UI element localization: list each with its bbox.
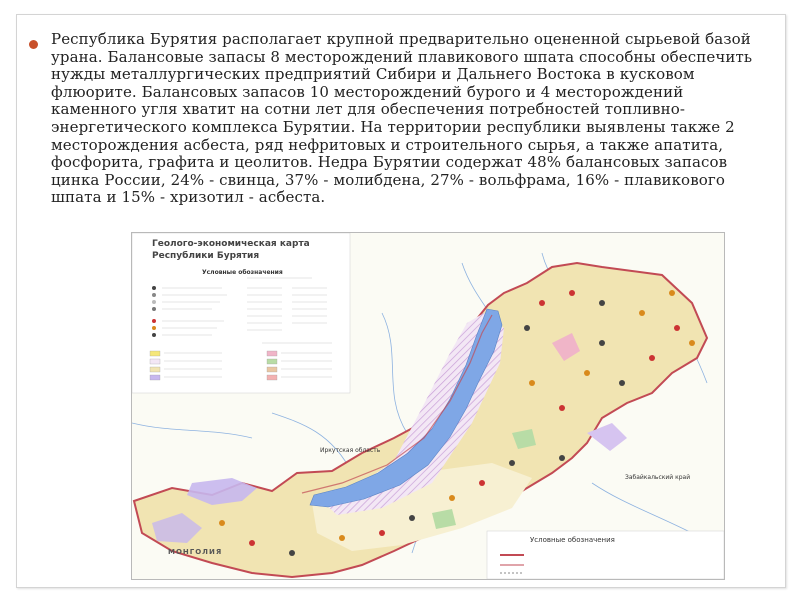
slide-paragraph: Республика Бурятия располагает крупной предварительно оцененной сырьевой базой урана. Балансовые запасы 8 месторождений плавикового шпата способны обеспечить нужды металлургических предприятий Сибири и Дальнего Востока в кусковом флюорите. Балансовых запасов 10 месторождений бурого и 4 месторождений каменного угля хватит на сотни лет для обеспечения потребностей топливно-энергетического комплекса Бурятии. На территории республики выявлены также 2 месторождения асбеста, ряд нефритовых и строительного сырья, а также апатита, фосфорита, графита и цеолитов. Недра Бурятии содержат 48% балансовых запасов цинка России, 24% - свинца, 37% - молибдена, 27% - вольфрама, 16% - плавикового шпата и 15% - хризотил - асбеста. xyxy=(51,30,753,207)
map-title xyxy=(152,238,310,262)
map-drawing xyxy=(132,233,724,579)
map-title-line2: Республики Бурятия xyxy=(152,251,260,261)
legend-title: Условные обозначения xyxy=(202,269,283,276)
legend2-title: Условные обозначения xyxy=(530,536,615,544)
geological-map xyxy=(131,232,725,580)
label-irkutsk: Иркутская область xyxy=(320,447,381,454)
label-mongolia: МОНГОЛИЯ xyxy=(168,548,223,556)
bullet-icon xyxy=(29,40,38,49)
map-title-line1: Геолого-экономическая карта xyxy=(152,239,310,249)
label-zabaikalsky: Забайкальский край xyxy=(625,474,691,481)
